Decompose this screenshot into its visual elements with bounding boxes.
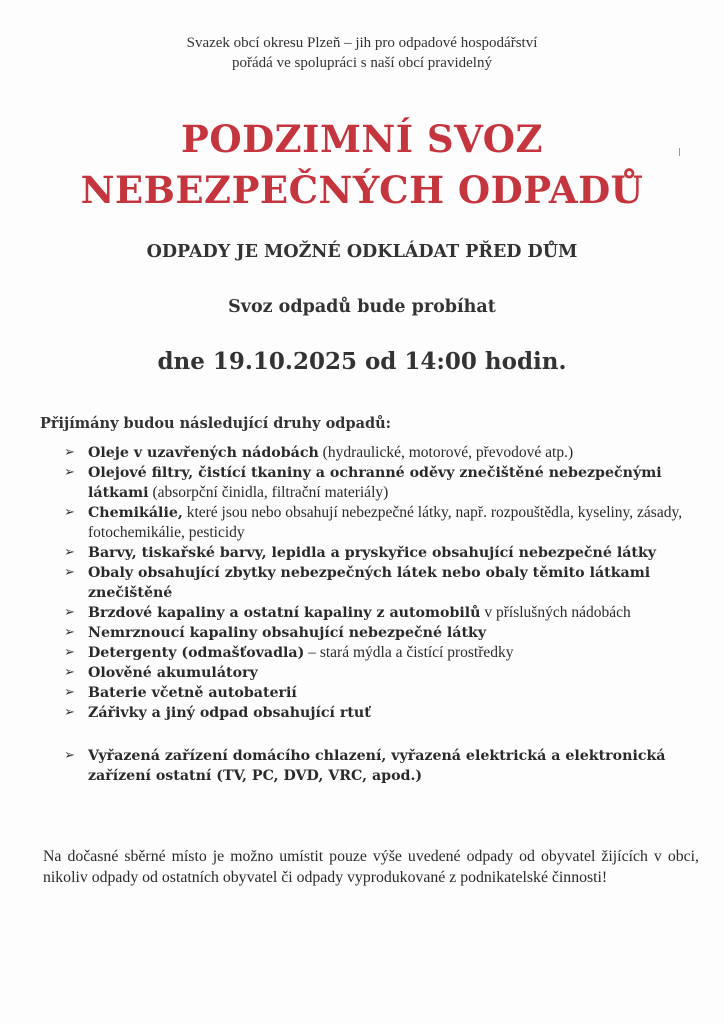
arrow-right-icon: ➢ xyxy=(64,445,75,460)
footer-note: Na dočasné sběrné místo je možno umístit pouze výše uvedené odpady od obyvatel žijících v obci, nikoliv odpady od ostatních obyvatel či odpady vyprodukované z podnikatelské činnosti! xyxy=(43,848,699,886)
list-item xyxy=(64,603,694,623)
collection-date: dne 19.10.2025 od 14:00 hodin. xyxy=(157,348,567,375)
item-bold-text: Olejové filtry, čistící tkaniny a ochranné oděvy znečištěné nebezpečnými látkami xyxy=(88,465,662,501)
item-bold-text: Brzdové kapaliny a ostatní kapaliny z automobilů xyxy=(88,605,481,621)
list-item xyxy=(64,503,694,543)
accepted-heading: Přijímány budou následující druhy odpadů: xyxy=(40,415,392,432)
item-bold-text: Vyřazená zařízení domácího chlazení, vyřazená elektrická a elektronická zařízení ostatní (TV, PC, DVD, VRC, apod.) xyxy=(88,748,666,784)
list-item xyxy=(64,563,694,603)
arrow-right-icon: ➢ xyxy=(64,705,75,720)
arrow-right-icon: ➢ xyxy=(64,505,75,520)
list-item xyxy=(64,543,694,563)
item-bold-text: Zářivky a jiný odpad obsahující rtuť xyxy=(88,705,371,721)
item-normal-text: v příslušných nádobách xyxy=(480,604,631,621)
list-item xyxy=(64,463,694,503)
collection-text: Svoz odpadů bude probíhat xyxy=(228,297,496,317)
item-normal-text: (absorpční činidla, filtrační materiály) xyxy=(148,484,389,501)
item-bold-text: Olověné akumulátory xyxy=(88,665,258,681)
item-normal-text: které jsou nebo obsahují nebezpečné látky, např. rozpouštědla, kyseliny, zásady, fotochemikálie, pesticidy xyxy=(88,504,683,541)
item-bold-text: Detergenty (odmašťovadla) xyxy=(88,645,305,661)
arrow-right-icon: ➢ xyxy=(64,625,75,640)
arrow-right-icon: ➢ xyxy=(64,565,75,580)
arrow-right-icon: ➢ xyxy=(64,605,75,620)
title-line-1: PODZIMNÍ SVOZ xyxy=(181,117,543,161)
arrow-right-icon: ➢ xyxy=(64,685,75,700)
organizer-intro xyxy=(0,33,724,73)
arrow-right-icon: ➢ xyxy=(64,645,75,660)
subtitle: ODPADY JE MOŽNÉ ODKLÁDAT PŘED DŮM xyxy=(146,242,578,262)
item-bold-text: Baterie včetně autobaterií xyxy=(88,685,297,701)
arrow-right-icon: ➢ xyxy=(64,465,75,480)
list-item xyxy=(64,643,694,663)
intro-line-1: Svazek obcí okresu Plzeň – jih pro odpadové hospodářství xyxy=(186,35,538,51)
item-bold-text: Nemrznoucí kapaliny obsahující nebezpečné látky xyxy=(88,625,487,641)
item-bold-text: Obaly obsahující zbytky nebezpečných látek nebo obaly těmito látkami znečištěné xyxy=(88,565,651,601)
list-item xyxy=(64,623,694,643)
item-normal-text: (hydraulické, motorové, převodové atp.) xyxy=(318,444,574,461)
list-item xyxy=(64,663,694,683)
item-bold-text: Barvy, tiskařské barvy, lepidla a pryskyřice obsahující nebezpečné látky xyxy=(88,545,657,561)
list-item xyxy=(64,443,694,463)
item-bold-text: Oleje v uzavřených nádobách xyxy=(88,445,319,461)
arrow-right-icon: ➢ xyxy=(64,545,75,560)
item-normal-text: – stará mýdla a čistící prostředky xyxy=(304,644,514,661)
intro-line-2: pořádá ve spolupráci s naší obcí pravidelný xyxy=(232,55,492,71)
list-item xyxy=(64,703,694,723)
title-line-2: NEBEZPEČNÝCH ODPADŮ xyxy=(80,168,644,212)
arrow-right-icon: ➢ xyxy=(64,665,75,680)
list-item xyxy=(64,746,694,786)
item-bold-text: Chemikálie, xyxy=(88,505,183,521)
waste-list xyxy=(64,443,694,786)
page-title xyxy=(0,114,724,216)
arrow-right-icon: ➢ xyxy=(64,748,75,763)
list-item xyxy=(64,683,694,703)
